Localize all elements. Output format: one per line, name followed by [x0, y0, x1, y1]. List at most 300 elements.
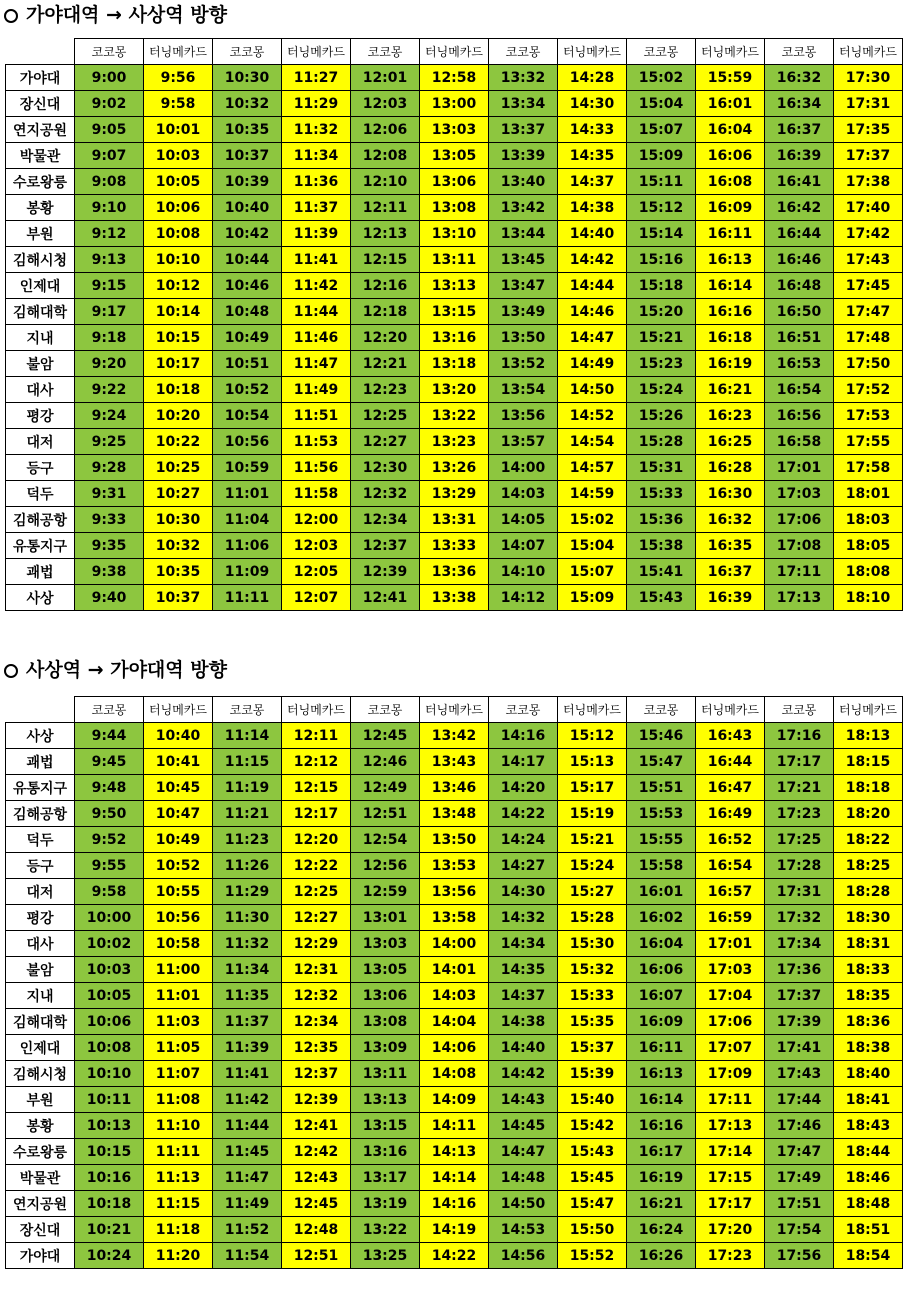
bus-column-header: 터닝메카드: [558, 697, 627, 723]
time-cell: 15:24: [627, 377, 696, 403]
time-cell: 13:34: [489, 91, 558, 117]
time-cell: 10:08: [144, 221, 213, 247]
time-cell: 13:01: [351, 905, 420, 931]
time-cell: 18:33: [834, 957, 903, 983]
time-cell: 14:38: [489, 1009, 558, 1035]
time-cell: 13:11: [351, 1061, 420, 1087]
time-cell: 16:08: [696, 169, 765, 195]
time-cell: 15:33: [627, 481, 696, 507]
section-title-text: 가야대역 → 사상역 방향: [26, 4, 227, 26]
time-cell: 13:06: [351, 983, 420, 1009]
time-cell: 15:14: [627, 221, 696, 247]
time-cell: 18:43: [834, 1113, 903, 1139]
time-cell: 17:53: [834, 403, 903, 429]
time-cell: 14:47: [489, 1139, 558, 1165]
time-cell: 11:19: [213, 775, 282, 801]
time-cell: 11:58: [282, 481, 351, 507]
station-name-cell: 지내: [6, 325, 75, 351]
time-cell: 11:37: [282, 195, 351, 221]
time-cell: 14:13: [420, 1139, 489, 1165]
time-cell: 16:44: [765, 221, 834, 247]
time-cell: 16:51: [765, 325, 834, 351]
time-cell: 17:06: [696, 1009, 765, 1035]
time-cell: 13:52: [489, 351, 558, 377]
time-cell: 16:32: [765, 65, 834, 91]
time-cell: 14:27: [489, 853, 558, 879]
time-cell: 12:11: [282, 723, 351, 749]
time-cell: 16:11: [696, 221, 765, 247]
time-cell: 14:08: [420, 1061, 489, 1087]
time-cell: 12:18: [351, 299, 420, 325]
time-cell: 15:40: [558, 1087, 627, 1113]
time-cell: 13:22: [420, 403, 489, 429]
time-cell: 9:28: [75, 455, 144, 481]
time-cell: 14:34: [489, 931, 558, 957]
time-cell: 12:34: [282, 1009, 351, 1035]
time-cell: 15:52: [558, 1243, 627, 1269]
time-cell: 9:12: [75, 221, 144, 247]
time-cell: 15:28: [558, 905, 627, 931]
station-name-cell: 부원: [6, 221, 75, 247]
time-cell: 15:58: [627, 853, 696, 879]
time-cell: 16:13: [696, 247, 765, 273]
time-cell: 12:54: [351, 827, 420, 853]
time-cell: 15:12: [558, 723, 627, 749]
time-cell: 14:03: [489, 481, 558, 507]
time-cell: 11:11: [144, 1139, 213, 1165]
time-cell: 16:11: [627, 1035, 696, 1061]
time-cell: 14:40: [489, 1035, 558, 1061]
time-cell: 12:45: [282, 1191, 351, 1217]
time-cell: 11:08: [144, 1087, 213, 1113]
time-cell: 12:30: [351, 455, 420, 481]
time-cell: 12:13: [351, 221, 420, 247]
time-cell: 13:56: [420, 879, 489, 905]
section-title-sasang-to-gaya: [4, 657, 227, 683]
time-cell: 13:48: [420, 801, 489, 827]
time-cell: 17:54: [765, 1217, 834, 1243]
time-cell: 15:26: [627, 403, 696, 429]
time-cell: 9:08: [75, 169, 144, 195]
time-cell: 13:54: [489, 377, 558, 403]
time-cell: 16:57: [696, 879, 765, 905]
time-cell: 16:16: [696, 299, 765, 325]
time-cell: 13:25: [351, 1243, 420, 1269]
station-name-cell: 부원: [6, 1087, 75, 1113]
time-cell: 16:23: [696, 403, 765, 429]
time-cell: 11:49: [213, 1191, 282, 1217]
time-cell: 15:23: [627, 351, 696, 377]
time-cell: 11:00: [144, 957, 213, 983]
time-cell: 10:42: [213, 221, 282, 247]
time-cell: 18:40: [834, 1061, 903, 1087]
time-cell: 14:22: [489, 801, 558, 827]
time-cell: 16:18: [696, 325, 765, 351]
time-cell: 17:23: [696, 1243, 765, 1269]
time-cell: 11:46: [282, 325, 351, 351]
time-cell: 12:42: [282, 1139, 351, 1165]
time-cell: 10:14: [144, 299, 213, 325]
time-cell: 14:59: [558, 481, 627, 507]
time-cell: 14:49: [558, 351, 627, 377]
time-cell: 15:39: [558, 1061, 627, 1087]
time-cell: 16:59: [696, 905, 765, 931]
time-cell: 11:47: [213, 1165, 282, 1191]
time-cell: 15:32: [558, 957, 627, 983]
station-name-cell: 김해공항: [6, 801, 75, 827]
time-cell: 14:11: [420, 1113, 489, 1139]
bus-column-header: 터닝메카드: [834, 39, 903, 65]
table-row: [6, 403, 903, 429]
bus-column-header: 터닝메카드: [144, 697, 213, 723]
time-cell: 12:03: [282, 533, 351, 559]
time-cell: 14:30: [558, 91, 627, 117]
time-cell: 10:58: [144, 931, 213, 957]
time-cell: 12:06: [351, 117, 420, 143]
time-cell: 12:25: [282, 879, 351, 905]
time-cell: 16:01: [696, 91, 765, 117]
time-cell: 14:54: [558, 429, 627, 455]
bus-column-header: 터닝메카드: [696, 697, 765, 723]
time-cell: 13:19: [351, 1191, 420, 1217]
time-cell: 10:15: [144, 325, 213, 351]
time-cell: 9:07: [75, 143, 144, 169]
time-cell: 10:24: [75, 1243, 144, 1269]
time-cell: 16:39: [696, 585, 765, 611]
time-cell: 15:18: [627, 273, 696, 299]
time-cell: 14:01: [420, 957, 489, 983]
station-name-cell: 김해대학: [6, 299, 75, 325]
time-cell: 15:53: [627, 801, 696, 827]
time-cell: 10:52: [213, 377, 282, 403]
time-cell: 12:58: [420, 65, 489, 91]
time-cell: 10:10: [75, 1061, 144, 1087]
time-cell: 10:49: [144, 827, 213, 853]
bus-column-header: 터닝메카드: [144, 39, 213, 65]
time-cell: 12:37: [351, 533, 420, 559]
time-cell: 12:12: [282, 749, 351, 775]
time-cell: 18:35: [834, 983, 903, 1009]
time-cell: 18:08: [834, 559, 903, 585]
time-cell: 17:50: [834, 351, 903, 377]
time-cell: 9:15: [75, 273, 144, 299]
time-cell: 14:04: [420, 1009, 489, 1035]
time-cell: 17:13: [696, 1113, 765, 1139]
time-cell: 17:21: [765, 775, 834, 801]
time-cell: 11:41: [282, 247, 351, 273]
time-cell: 18:51: [834, 1217, 903, 1243]
time-cell: 13:50: [420, 827, 489, 853]
station-name-cell: 대저: [6, 879, 75, 905]
time-cell: 18:01: [834, 481, 903, 507]
time-cell: 10:02: [75, 931, 144, 957]
time-cell: 11:23: [213, 827, 282, 853]
circle-bullet-icon: [4, 9, 18, 23]
time-cell: 10:00: [75, 905, 144, 931]
bus-column-header: 코코몽: [627, 697, 696, 723]
time-cell: 17:39: [765, 1009, 834, 1035]
time-cell: 18:41: [834, 1087, 903, 1113]
time-cell: 17:08: [765, 533, 834, 559]
time-cell: 17:04: [696, 983, 765, 1009]
time-cell: 10:52: [144, 853, 213, 879]
station-name-cell: 불암: [6, 957, 75, 983]
time-cell: 15:50: [558, 1217, 627, 1243]
time-cell: 17:36: [765, 957, 834, 983]
time-cell: 12:32: [282, 983, 351, 1009]
time-cell: 9:20: [75, 351, 144, 377]
bus-column-header: 코코몽: [489, 39, 558, 65]
time-cell: 15:04: [558, 533, 627, 559]
time-cell: 17:17: [765, 749, 834, 775]
time-cell: 13:49: [489, 299, 558, 325]
time-cell: 10:25: [144, 455, 213, 481]
station-name-cell: 수로왕릉: [6, 1139, 75, 1165]
time-cell: 17:35: [834, 117, 903, 143]
time-cell: 12:05: [282, 559, 351, 585]
time-cell: 17:11: [765, 559, 834, 585]
station-name-cell: 장신대: [6, 91, 75, 117]
time-cell: 16:28: [696, 455, 765, 481]
time-cell: 9:48: [75, 775, 144, 801]
time-cell: 16:24: [627, 1217, 696, 1243]
time-cell: 11:14: [213, 723, 282, 749]
time-cell: 14:20: [489, 775, 558, 801]
time-cell: 18:15: [834, 749, 903, 775]
time-cell: 15:04: [627, 91, 696, 117]
time-cell: 16:02: [627, 905, 696, 931]
table-row: [6, 117, 903, 143]
time-cell: 15:43: [558, 1139, 627, 1165]
table-row: [6, 1139, 903, 1165]
time-cell: 12:22: [282, 853, 351, 879]
time-cell: 14:24: [489, 827, 558, 853]
bus-column-header: 코코몽: [765, 697, 834, 723]
time-cell: 11:29: [213, 879, 282, 905]
time-cell: 18:48: [834, 1191, 903, 1217]
time-cell: 11:09: [213, 559, 282, 585]
time-cell: 12:10: [351, 169, 420, 195]
time-cell: 11:47: [282, 351, 351, 377]
station-name-cell: 박물관: [6, 1165, 75, 1191]
time-cell: 17:43: [765, 1061, 834, 1087]
bus-column-header: 터닝메카드: [282, 697, 351, 723]
time-cell: 13:32: [489, 65, 558, 91]
time-cell: 11:26: [213, 853, 282, 879]
time-cell: 17:14: [696, 1139, 765, 1165]
station-name-cell: 연지공원: [6, 117, 75, 143]
table-row: [6, 853, 903, 879]
time-cell: 12:41: [282, 1113, 351, 1139]
time-cell: 17:07: [696, 1035, 765, 1061]
time-cell: 13:08: [351, 1009, 420, 1035]
time-cell: 10:37: [144, 585, 213, 611]
table-row: [6, 507, 903, 533]
table-row: [6, 775, 903, 801]
time-cell: 17:30: [834, 65, 903, 91]
time-cell: 16:58: [765, 429, 834, 455]
time-cell: 12:01: [351, 65, 420, 91]
station-name-cell: 유통지구: [6, 775, 75, 801]
time-cell: 9:58: [75, 879, 144, 905]
time-cell: 10:35: [144, 559, 213, 585]
time-cell: 17:01: [696, 931, 765, 957]
time-cell: 13:42: [489, 195, 558, 221]
table-row: [6, 1243, 903, 1269]
time-cell: 11:39: [213, 1035, 282, 1061]
time-cell: 17:16: [765, 723, 834, 749]
time-cell: 12:43: [282, 1165, 351, 1191]
time-cell: 13:42: [420, 723, 489, 749]
time-cell: 18:30: [834, 905, 903, 931]
time-cell: 10:55: [144, 879, 213, 905]
station-name-cell: 김해공항: [6, 507, 75, 533]
table-row: [6, 827, 903, 853]
time-cell: 11:39: [282, 221, 351, 247]
time-cell: 14:22: [420, 1243, 489, 1269]
time-cell: 9:55: [75, 853, 144, 879]
station-name-cell: 괘법: [6, 559, 75, 585]
time-cell: 16:26: [627, 1243, 696, 1269]
time-cell: 13:53: [420, 853, 489, 879]
time-cell: 17:51: [765, 1191, 834, 1217]
time-cell: 14:53: [489, 1217, 558, 1243]
header-corner-cell: [6, 39, 75, 65]
time-cell: 15:55: [627, 827, 696, 853]
time-cell: 13:15: [351, 1113, 420, 1139]
time-cell: 16:35: [696, 533, 765, 559]
table-row: [6, 533, 903, 559]
time-cell: 15:21: [558, 827, 627, 853]
time-cell: 15:45: [558, 1165, 627, 1191]
time-cell: 13:15: [420, 299, 489, 325]
time-cell: 13:37: [489, 117, 558, 143]
time-cell: 15:38: [627, 533, 696, 559]
time-cell: 17:31: [834, 91, 903, 117]
time-cell: 10:37: [213, 143, 282, 169]
time-cell: 11:44: [282, 299, 351, 325]
time-cell: 10:30: [144, 507, 213, 533]
station-name-cell: 사상: [6, 585, 75, 611]
time-cell: 11:36: [282, 169, 351, 195]
time-cell: 16:01: [627, 879, 696, 905]
station-name-cell: 괘법: [6, 749, 75, 775]
time-cell: 16:47: [696, 775, 765, 801]
time-cell: 10:10: [144, 247, 213, 273]
time-cell: 14:40: [558, 221, 627, 247]
time-cell: 10:05: [75, 983, 144, 1009]
time-cell: 9:40: [75, 585, 144, 611]
bus-column-header: 터닝메카드: [420, 697, 489, 723]
time-cell: 17:37: [765, 983, 834, 1009]
time-cell: 15:46: [627, 723, 696, 749]
time-cell: 13:20: [420, 377, 489, 403]
time-cell: 14:12: [489, 585, 558, 611]
time-cell: 12:20: [351, 325, 420, 351]
time-cell: 16:39: [765, 143, 834, 169]
time-cell: 13:09: [351, 1035, 420, 1061]
time-cell: 15:07: [627, 117, 696, 143]
time-cell: 14:05: [489, 507, 558, 533]
time-cell: 12:37: [282, 1061, 351, 1087]
time-cell: 15:51: [627, 775, 696, 801]
time-cell: 14:10: [489, 559, 558, 585]
time-cell: 17:20: [696, 1217, 765, 1243]
station-name-cell: 수로왕릉: [6, 169, 75, 195]
table-row: [6, 65, 903, 91]
station-name-cell: 봉황: [6, 195, 75, 221]
time-cell: 10:17: [144, 351, 213, 377]
table-row: [6, 1113, 903, 1139]
table-row: [6, 195, 903, 221]
time-cell: 9:31: [75, 481, 144, 507]
time-cell: 12:29: [282, 931, 351, 957]
time-cell: 17:48: [834, 325, 903, 351]
time-cell: 15:17: [558, 775, 627, 801]
time-cell: 15:02: [627, 65, 696, 91]
time-cell: 17:58: [834, 455, 903, 481]
time-cell: 11:54: [213, 1243, 282, 1269]
bus-column-header: 코코몽: [765, 39, 834, 65]
time-cell: 17:55: [834, 429, 903, 455]
time-cell: 12:49: [351, 775, 420, 801]
time-cell: 15:43: [627, 585, 696, 611]
time-cell: 12:15: [351, 247, 420, 273]
time-cell: 13:45: [489, 247, 558, 273]
table-row: [6, 1035, 903, 1061]
bus-column-header: 터닝메카드: [834, 697, 903, 723]
table-row: [6, 879, 903, 905]
bus-column-header: 터닝메카드: [696, 39, 765, 65]
time-cell: 14:00: [420, 931, 489, 957]
time-cell: 15:19: [558, 801, 627, 827]
table-row: [6, 169, 903, 195]
time-cell: 15:09: [627, 143, 696, 169]
time-cell: 10:15: [75, 1139, 144, 1165]
time-cell: 14:07: [489, 533, 558, 559]
time-cell: 11:42: [282, 273, 351, 299]
time-cell: 13:05: [420, 143, 489, 169]
time-cell: 17:52: [834, 377, 903, 403]
time-cell: 13:50: [489, 325, 558, 351]
table-row: [6, 983, 903, 1009]
time-cell: 12:46: [351, 749, 420, 775]
time-cell: 10:18: [75, 1191, 144, 1217]
time-cell: 13:44: [489, 221, 558, 247]
station-name-cell: 박물관: [6, 143, 75, 169]
station-name-cell: 평강: [6, 905, 75, 931]
time-cell: 16:56: [765, 403, 834, 429]
bus-column-header: 터닝메카드: [558, 39, 627, 65]
time-cell: 11:10: [144, 1113, 213, 1139]
time-cell: 14:50: [558, 377, 627, 403]
time-cell: 11:45: [213, 1139, 282, 1165]
time-cell: 15:41: [627, 559, 696, 585]
table-row: [6, 247, 903, 273]
time-cell: 11:15: [144, 1191, 213, 1217]
time-cell: 16:25: [696, 429, 765, 455]
time-cell: 17:34: [765, 931, 834, 957]
bus-column-header: 코코몽: [351, 697, 420, 723]
time-cell: 9:38: [75, 559, 144, 585]
time-cell: 13:18: [420, 351, 489, 377]
time-cell: 13:23: [420, 429, 489, 455]
time-cell: 18:36: [834, 1009, 903, 1035]
time-cell: 18:05: [834, 533, 903, 559]
table-header-row: [6, 697, 903, 723]
time-cell: 10:22: [144, 429, 213, 455]
time-cell: 11:32: [213, 931, 282, 957]
